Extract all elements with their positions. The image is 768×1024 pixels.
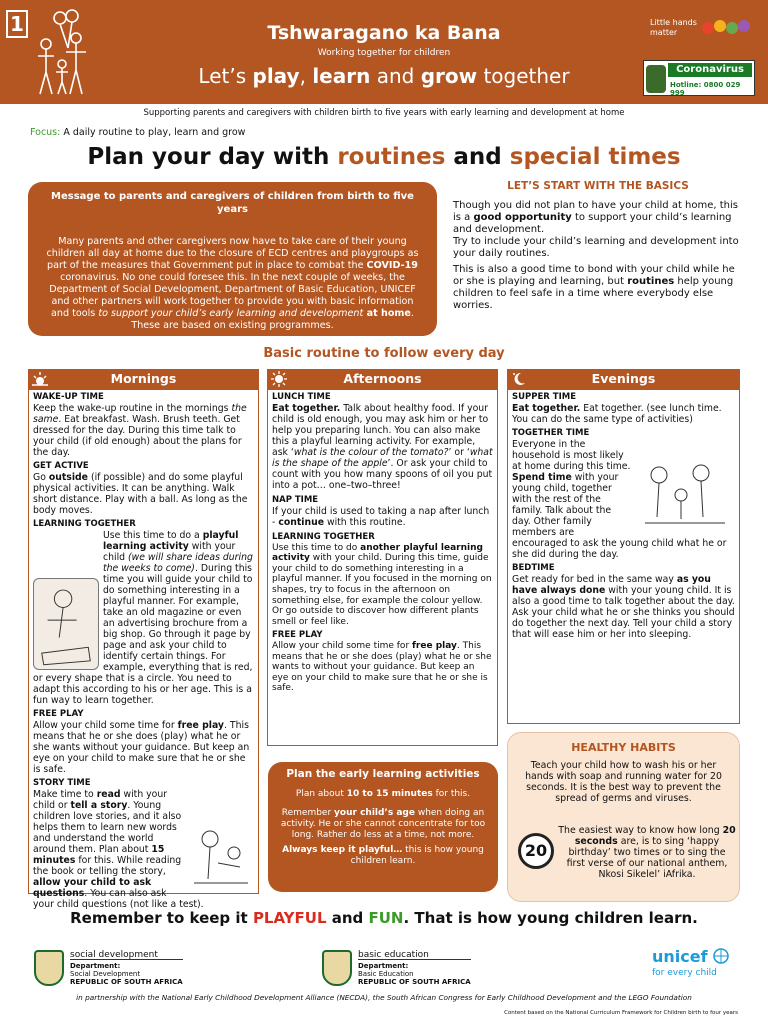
page-title: Plan your day with routines and special times <box>87 144 681 170</box>
routine-title: Basic routine to follow every day <box>263 346 505 361</box>
story-time-heading: STORY TIME <box>33 778 91 788</box>
basics-title: LET’S START WITH THE BASICS <box>507 180 689 192</box>
nap-heading: NAP TIME <box>272 495 319 505</box>
bedtime-text: Get ready for bed in the same way as you have always done with your young child. It is also a good time to talk together about the day. Ask your child what he or she thinks you should do together the next day. Tell your child a story that will ease him or her into sleeping. <box>512 574 735 640</box>
header-banner <box>0 0 768 104</box>
healthy-habits-p1: Teach your child how to wash his or her hands with soap and running water for 20 seconds. It is the best way to prevent the spread of germs and viruses. <box>525 760 722 804</box>
lunch-text: Eat together. Talk about healthy food. If your child is old enough, you may ask him or her to help you preparing lunch. You can also make this a playful learning activity. For example, ask ‘what is the colour of the tomato?’ or ‘what is the shape of the apple’. Or ask your child to count with you how many spoons of oil you put into a pot… one–two–three! <box>272 403 493 491</box>
message-box <box>28 182 437 336</box>
banner-title: Tshwaragano ka Bana <box>267 22 501 44</box>
unicef-logo: unicef for every child <box>652 947 729 978</box>
banner-subtitle: Working together for children <box>317 48 451 58</box>
afternoon-free-play-heading: FREE PLAY <box>272 630 323 641</box>
child-reading-magazine-icon <box>33 578 99 670</box>
basics-paragraph-3: This is also a good time to bond with your child while he or she is playing and learning, but routines help young children to feel safe in a time where everybody else worries. <box>453 264 735 311</box>
evenings-header: Evenings <box>507 369 740 389</box>
banner-tagline: Let’s play, learn and grow together <box>198 64 570 88</box>
bedtime-heading: BEDTIME <box>512 563 555 573</box>
learning-together-text: Use this time to do a playful learning activity with your child (we will share ideas during the weeks to come). During this time you will guide your child to do something interesting in a playful manner. For example, take an old magazine or even an advertising brochure from a big shop. Go through it page by page and ask your child to identify certain things. For example, everything that is red, or every shape that is a circle. You need to adapt this according to his or her age. This is a fun way to learn together. <box>33 530 253 706</box>
healthy-habits-p2: The easiest way to know how long 20 seconds are, is to sing ‘happy birthday’ two times or to sing the first verse of our national anthem, Nkosi Sikelel’ iAfrika. <box>558 825 736 880</box>
remember-line: Remember to keep it PLAYFUL and FUN. That is how young children learn. <box>70 909 698 927</box>
partnership-line: in partnership with the National Early Childhood Development Alliance (NECDA), the South African Congress for Early Childhood Development and the LEGO Foundation <box>76 993 692 1002</box>
wake-up-text: Keep the wake-up routine in the mornings the same. Eat breakfast. Wash. Brush teeth. Get dressed for the day. During this time talk to your child (if old enough) about the plans for the day. <box>33 403 247 458</box>
supper-text: Eat together. Eat together. (see lunch time. You can do the same type of activities) <box>512 403 722 425</box>
free-play-heading: FREE PLAY <box>33 709 84 719</box>
afternoon-free-play-text: Allow your child some time for free play. This means that he or she does (play) what he or she wants to without your guidance. But keep an eye on your child to make sure that he or she is safe. <box>272 640 492 694</box>
supporting-line: Supporting parents and caregivers with children birth to five years with early learning and development at home <box>143 108 625 118</box>
early-learning-title: Plan the early learning activities <box>286 768 480 780</box>
healthy-habits-title: HEALTHY HABITS <box>571 741 676 754</box>
early-learning-p1: Plan about 10 to 15 minutes for this. <box>295 789 471 799</box>
afternoons-column <box>267 389 498 746</box>
afternoons-header: Afternoons <box>267 369 498 389</box>
basics-paragraph-1: Though you did not plan to have your child at home, this is a good opportunity to support your child’s learning and development. <box>453 200 738 235</box>
page-number: 1 <box>6 10 28 38</box>
free-play-text: Allow your child some time for free play. This means that he or she does (play) what he or she wants without your guidance. But keep an eye on your child to make sure that he or she is safe. <box>33 720 250 775</box>
focus-line: Focus: A daily routine to play, learn and grow <box>30 127 246 138</box>
adult-reading-to-child-icon <box>188 823 254 891</box>
little-hands-logo-icon <box>700 16 754 38</box>
healthy-habits-box <box>507 732 740 902</box>
social-development-logo: social development Department: Social Development REPUBLIC OF SOUTH AFRICA <box>70 950 183 986</box>
supper-heading: SUPPER TIME <box>512 392 577 402</box>
mornings-header: Mornings <box>28 369 259 389</box>
content-credit: Content based on the National Curriculum Framework for Children birth to four years <box>504 1010 738 1016</box>
lunch-heading: LUNCH TIME <box>272 392 331 402</box>
little-hands-logo-text: Little hands matter <box>650 18 697 37</box>
early-learning-p3: Always keep it playful… this is how young children learn. <box>282 845 484 866</box>
afternoon-learning-text: Use this time to do another playful learning activity with your child. During this time, guide your child to do something interesting in a playful manner. If you focused in the morning on shapes, try to focus in the afternoon on something else, for example the colour yellow. Or go outside to discover how different plants smell or feel like. <box>272 542 492 627</box>
get-active-heading: GET ACTIVE <box>33 461 89 471</box>
basics-section <box>453 180 743 312</box>
moon-stars-icon <box>511 371 527 387</box>
message-title: Message to parents and caregivers of children from birth to five years <box>51 191 414 215</box>
family-together-icon <box>635 461 735 529</box>
story-time-text: Make time to read with your child or tell a story. Young children love stories, and it also helps them to learn new words and understand the world around them. Plan about 15 minutes for this. While reading the book or telling the story, allow your child to ask questions. You can also ask your child questions (not like a test). <box>33 789 254 910</box>
afternoon-learning-block <box>272 532 493 694</box>
mornings-column <box>28 389 259 910</box>
early-learning-box <box>268 762 498 892</box>
together-time-heading: TOGETHER TIME <box>512 428 590 438</box>
coronavirus-hotline-badge <box>643 60 755 96</box>
virus-icon <box>646 65 666 93</box>
learning-together-heading: LEARNING TOGETHER <box>33 519 136 529</box>
wake-up-heading: WAKE-UP TIME <box>33 392 104 402</box>
basics-paragraph-2: Try to include your child’s learning and development into your daily routines. <box>453 236 739 259</box>
evenings-column <box>507 389 740 724</box>
sa-coat-of-arms-icon-2 <box>322 950 352 986</box>
message-body: Many parents and other caregivers now have to take care of their young children all day at home due to the closure of ECD centres and playgroups as part of the measures that Government put in place to combat the COVID-19 coronavirus. No one could foresee this. In the next couple of weeks, the Department of Social Development, Department of Basic Education, UNICEF and other partners will work together to provide you with basic information and tools to support your child’s early learning and development at home. These are based on existing programmes. <box>46 236 419 331</box>
afternoon-learning-heading: LEARNING TOGETHER <box>272 532 375 542</box>
hotline-number: Hotline: 0800 029 999 <box>670 81 741 97</box>
unicef-globe-icon <box>713 948 729 964</box>
sun-icon <box>271 371 287 387</box>
basic-education-logo: basic education Department: Basic Education REPUBLIC OF SOUTH AFRICA <box>358 950 471 986</box>
sa-coat-of-arms-icon <box>34 950 64 986</box>
coronavirus-label: Coronavirus <box>668 63 752 77</box>
twenty-seconds-clock-icon: 20 <box>518 833 554 869</box>
sunrise-icon <box>32 371 48 387</box>
together-time-text: Everyone in the household is most likely at home during this time. Spend time with your young child, together with the rest of the family. Talk about the day. Other family members are encouraged to ask the young child what he or she did during the day. <box>512 439 735 560</box>
nap-text: If your child is used to taking a nap after lunch - continue with this routine. <box>272 506 490 528</box>
early-learning-p2: Remember your child’s age when doing an activity. He or she cannot concentrate for too long. Rather do less at a time, not more. <box>280 808 486 840</box>
get-active-text: Go outside (if possible) and do some playful physical activities. It can be anything. Walk short distance. Play with a ball. As long as the body moves. <box>33 472 248 516</box>
